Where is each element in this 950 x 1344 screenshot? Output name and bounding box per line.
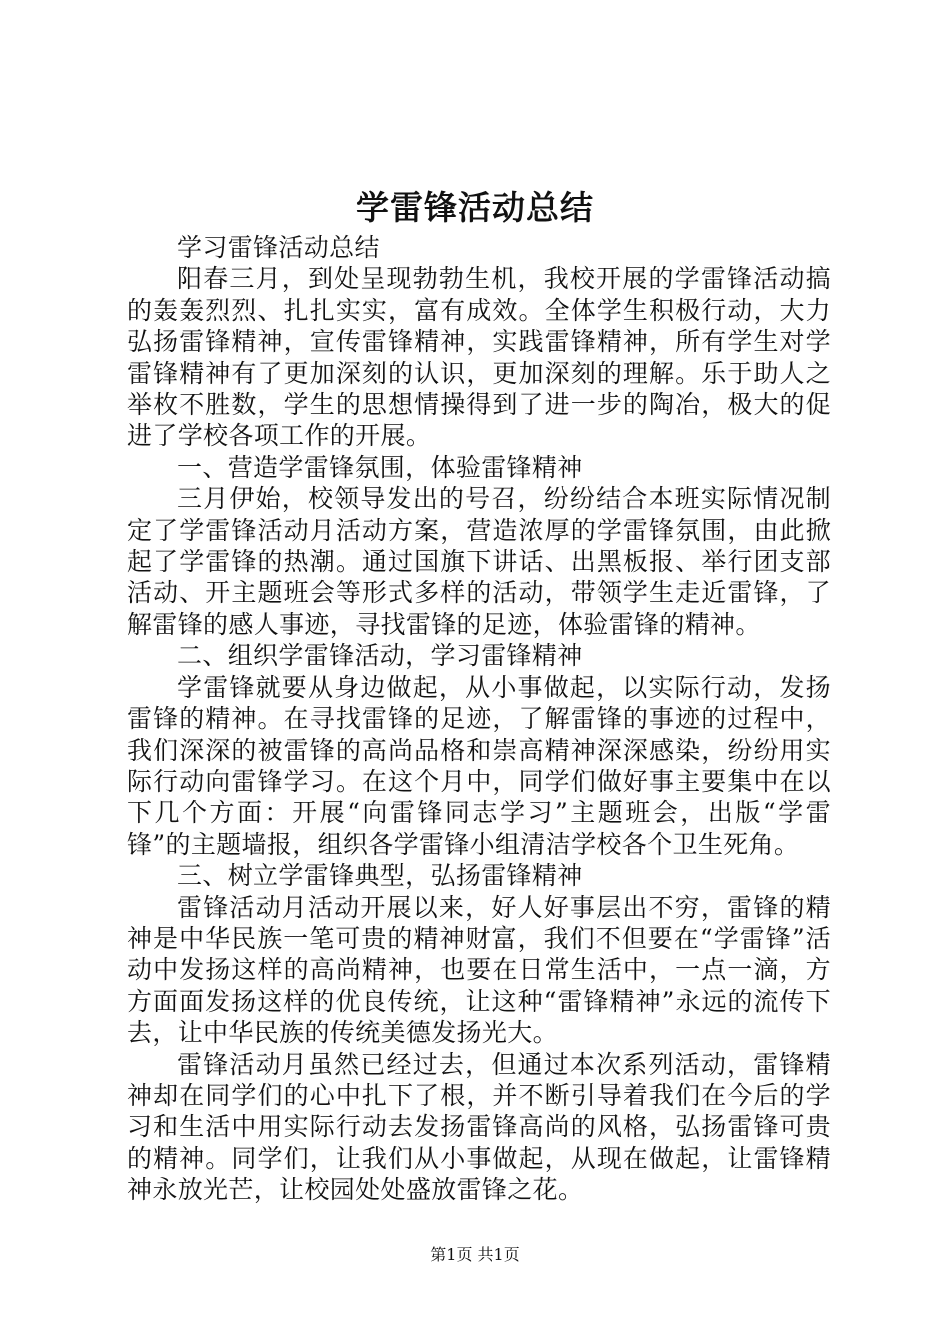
paragraph-section-2: 学雷锋就要从身边做起，从小事做起，以实际行动，发扬雷锋的精神。在寻找雷锋的足迹，了解雷锋的事迹的过程中，我们深深的被雷锋的高尚品格和崇高精神深深感染，纷纷用实际行动向雷锋学习。在这个月中，同学们做好事主要集中在以下几个方面：开展“向雷锋同志学习”主题班会，出版“学雷锋”的主题墙报，组织各学雷锋小组清洁学校各个卫生死角。: [127, 672, 831, 859]
document-title: 学雷锋活动总结: [356, 188, 594, 227]
paragraph-subtitle: 学习雷锋活动总结: [177, 233, 380, 262]
paragraph-section-3: 雷锋活动月活动开展以来，好人好事层出不穷，雷锋的精神是中华民族一笔可贵的精神财富，我们不但要在“学雷锋”活动中发扬这样的高尚精神，也要在日常生活中，一点一滴，方方面面发扬这样的优良传统，让这种“雷锋精神”永远的流传下去，让中华民族的传统美德发扬光大。: [127, 892, 831, 1048]
paragraph-conclusion: 雷锋活动月虽然已经过去，但通过本次系列活动，雷锋精神却在同学们的心中扎下了根，并不断引导着我们在今后的学习和生活中用实际行动去发扬雷锋高尚的风格，弘扬雷锋可贵的精神。同学们，让我们从小事做起，从现在做起，让雷锋精神永放光芒，让校园处处盛放雷锋之花。: [127, 1049, 831, 1205]
paragraph-intro: 阳春三月，到处呈现勃勃生机，我校开展的学雷锋活动搞的轰轰烈烈、扎扎实实，富有成效。全体学生积极行动，大力弘扬雷锋精神，宣传雷锋精神，实践雷锋精神，所有学生对学雷锋精神有了更加深刻的认识，更加深刻的理解。乐于助人之举枚不胜数，学生的思想情操得到了进一步的陶冶，极大的促进了学校各项工作的开展。: [127, 264, 831, 451]
section-heading-3: 三、树立学雷锋典型，弘扬雷锋精神: [177, 861, 583, 891]
section-heading-2: 二、组织学雷锋活动，学习雷锋精神: [177, 641, 583, 671]
paragraph-section-1: 三月伊始，校领导发出的号召，纷纷结合本班实际情况制定了学雷锋活动月活动方案，营造浓厚的学雷锋氛围，由此掀起了学雷锋的热潮。通过国旗下讲话、出黑板报、举行团支部活动、开主题班会等形式多样的活动，带领学生走近雷锋，了解雷锋的感人事迹，寻找雷锋的足迹，体验雷锋的精神。: [127, 484, 831, 639]
page-footer: 第1页 共1页: [430, 1245, 520, 1264]
document-body: [127, 232, 831, 1206]
section-heading-1: 一、营造学雷锋氛围，体验雷锋精神: [177, 452, 583, 482]
